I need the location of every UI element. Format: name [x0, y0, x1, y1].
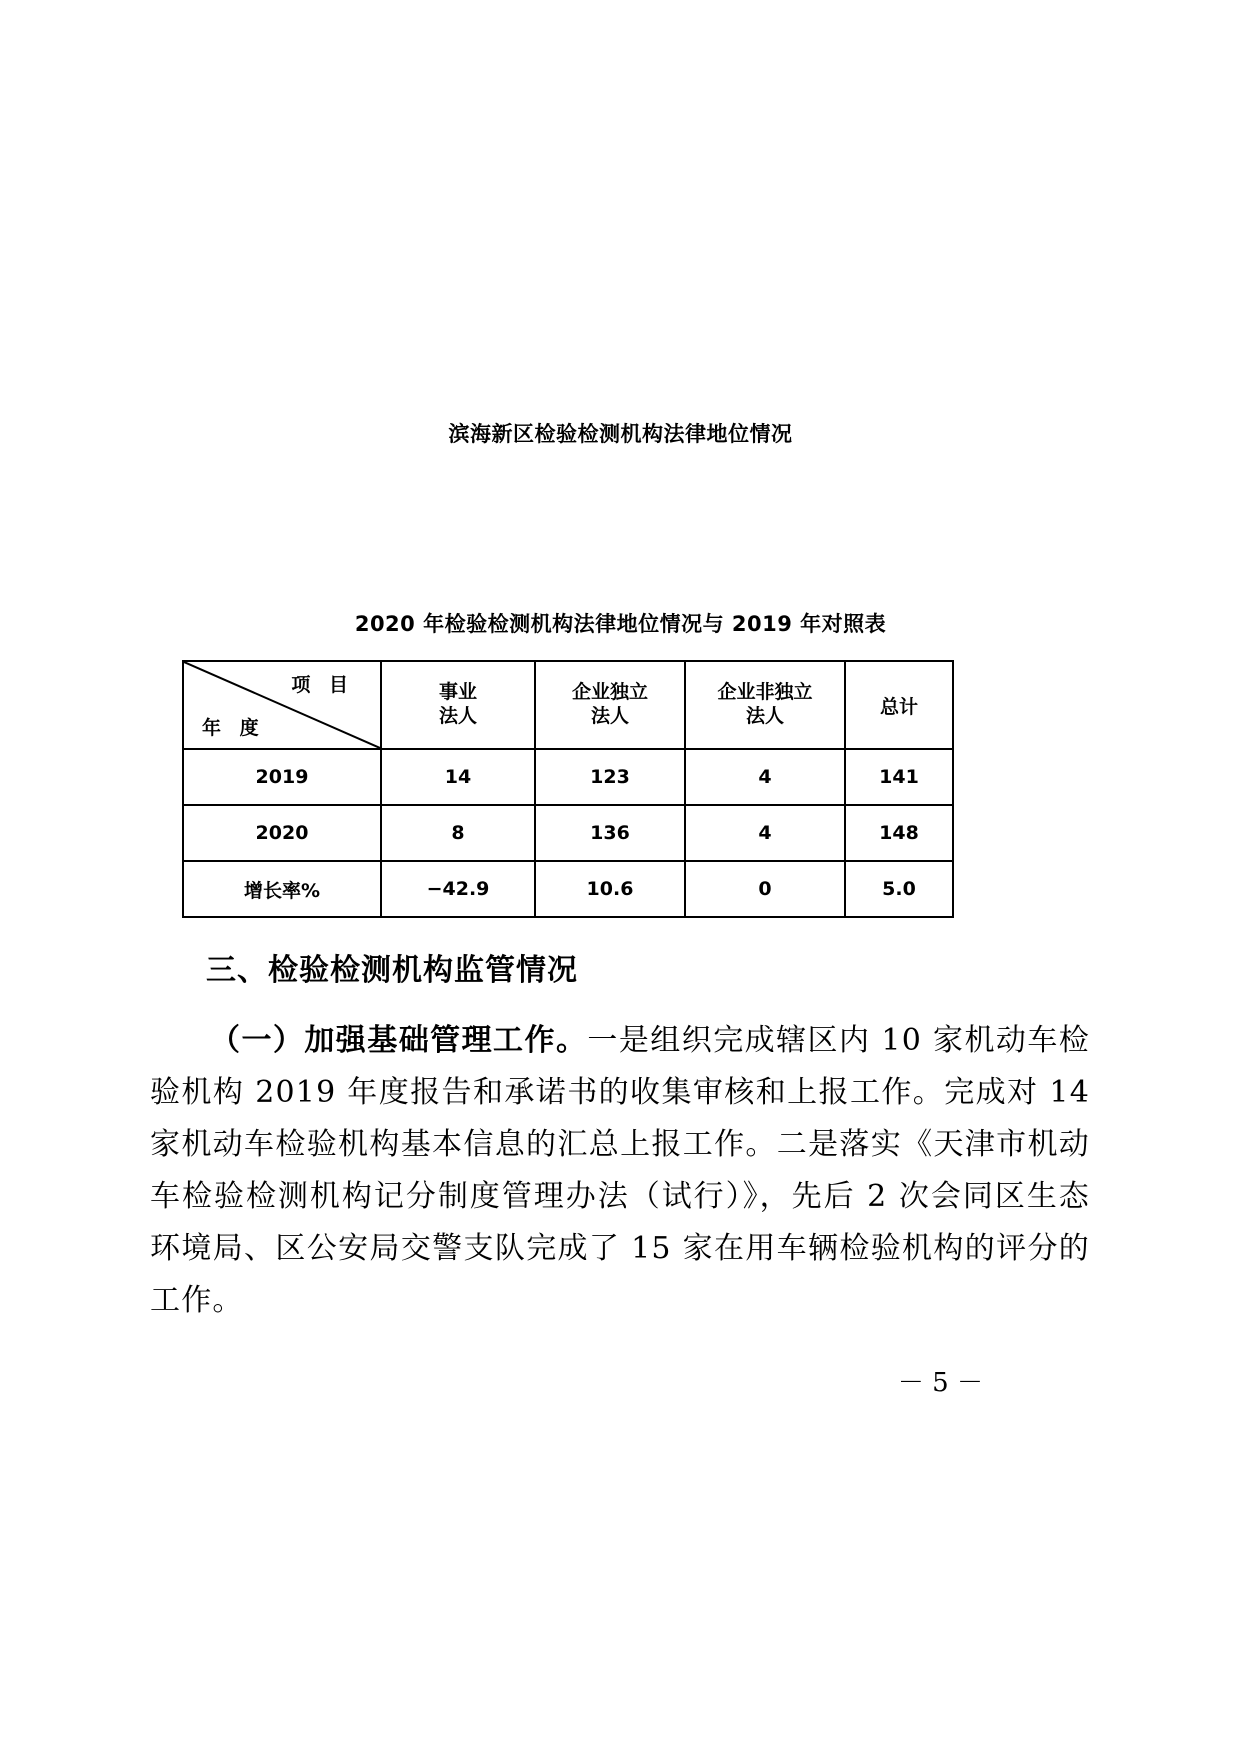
table-row	[183, 861, 953, 917]
table-corner-cell	[183, 661, 381, 749]
table-row-2-value-3: 5.0	[845, 861, 953, 917]
body-content	[150, 945, 1090, 1327]
table-row-0-value-0: 14	[381, 749, 535, 805]
table-row-2-value-2: 0	[685, 861, 845, 917]
table-row-2-value-1: 10.6	[535, 861, 685, 917]
table-header-cell-1-line2: 法人	[590, 705, 629, 727]
table-header-cell-1-line1: 企业独立	[571, 681, 648, 704]
legal-status-table-wrapper	[182, 660, 942, 918]
section-paragraph	[150, 1015, 1090, 1327]
page-number: － 5 －	[897, 1368, 983, 1398]
table-row-1-label: 2020	[183, 805, 381, 861]
table-header-cell-2-line2: 法人	[745, 705, 784, 727]
table-row-1-value-2: 4	[685, 805, 845, 861]
table-header-cell-1	[535, 661, 685, 749]
table-row-1-value-3: 148	[845, 805, 953, 861]
table-header-cell-0-line2: 法人	[438, 705, 477, 727]
table-corner-item-label: 项 目	[291, 674, 354, 696]
table-row-2-value-0: −42.9	[381, 861, 535, 917]
table-row-1-value-0: 8	[381, 805, 535, 861]
table-caption: 2020 年检验检测机构法律地位情况与 2019 年对照表	[354, 612, 887, 636]
table-row-0-value-3: 141	[845, 749, 953, 805]
table-row	[183, 805, 953, 861]
table-row	[183, 749, 953, 805]
table-row-1-value-1: 136	[535, 805, 685, 861]
paragraph-body: 一是组织完成辖区内 10 家机动车检验机构 2019 年度报告和承诺书的收集审核和上报工作。完成对 14 家机动车检验机构基本信息的汇总上报工作。二是落实《天津市机动车检验检测机构记分制度管理办法（试行）》，先后 2 次会同区生态环境局、区公安局交警支队完成了 15 家在用车辆检验机构的评分的工作。	[150, 1023, 1090, 1318]
table-row-0-value-2: 4	[685, 749, 845, 805]
table-row-0-label: 2019	[183, 749, 381, 805]
table-corner-year-label: 年 度	[202, 717, 265, 739]
table-header-cell-2	[685, 661, 845, 749]
table-header-cell-0	[381, 661, 535, 749]
document-subtitle: 滨海新区检验检测机构法律地位情况	[448, 422, 793, 446]
table-row-2-label: 增长率%	[183, 861, 381, 917]
table-header-cell-2-line1: 企业非独立	[717, 681, 813, 704]
table-header-cell-3-line1: 总计	[879, 695, 918, 718]
legal-status-table	[182, 660, 954, 918]
paragraph-lead: （一）加强基础管理工作。	[210, 1023, 588, 1058]
table-header-cell-0-line1: 事业	[438, 681, 477, 704]
table-header-row	[183, 661, 953, 749]
table-header-cell-3	[845, 661, 953, 749]
table-row-0-value-1: 123	[535, 749, 685, 805]
section-heading: 三、检验检测机构监管情况	[206, 953, 578, 988]
